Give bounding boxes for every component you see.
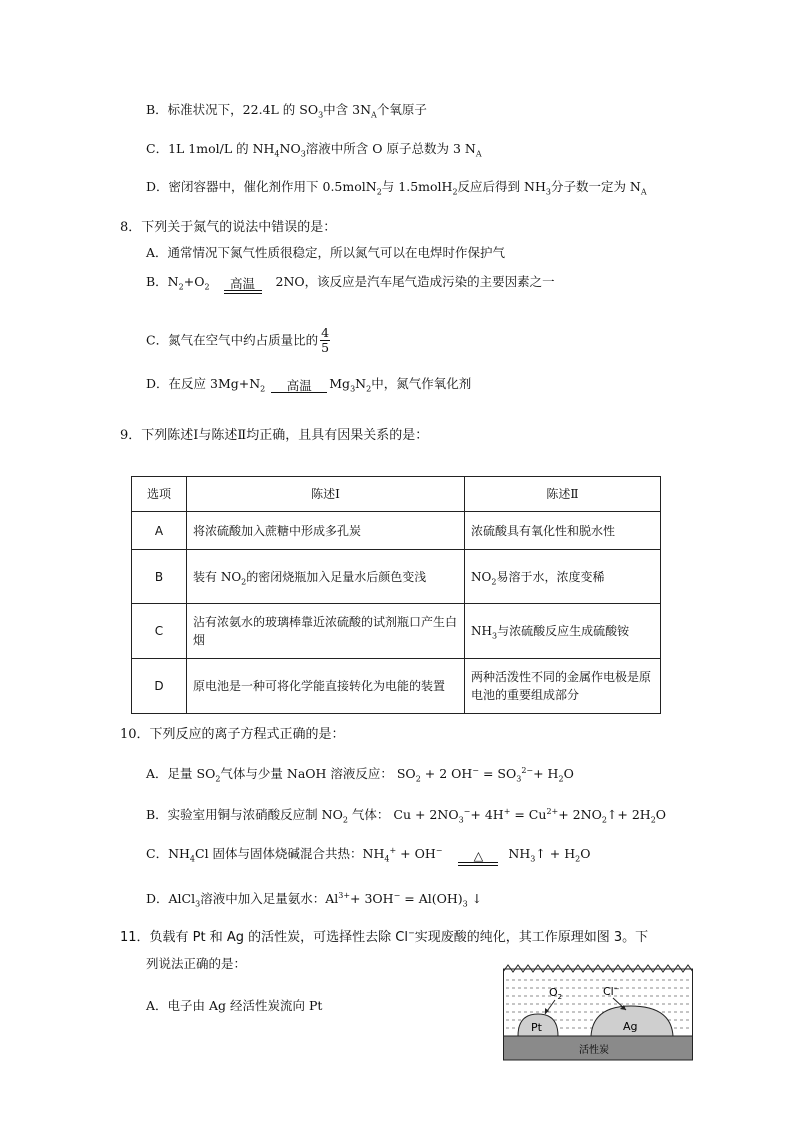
statement-1: 将浓硫酸加入蔗糖中形成多孔炭 xyxy=(187,512,465,550)
sub: 4 xyxy=(189,854,195,864)
table-row xyxy=(132,550,661,604)
sub: 3 xyxy=(516,774,522,784)
sub: 2 xyxy=(215,774,221,784)
sub: 3 xyxy=(318,110,324,120)
cl-label: Cl− xyxy=(603,985,620,998)
q10-stem: 10．下列反应的离子方程式正确的是： xyxy=(120,727,345,742)
q7-option-d xyxy=(146,179,647,195)
q11-option-a: A．电子由 Ag 经活性炭流向 Pt xyxy=(146,998,323,1013)
text: ↑ + H xyxy=(535,846,576,861)
o2-label: $O_2$ xyxy=(549,986,563,1001)
carbon-label: 活性炭 xyxy=(579,1045,609,1056)
q11-stem-line-1 xyxy=(120,930,648,946)
header-statement-1: 陈述Ⅰ xyxy=(187,477,465,512)
option-label: B xyxy=(132,550,187,604)
sub: 2 xyxy=(204,282,210,292)
sub: 2 xyxy=(491,576,497,586)
sup: − xyxy=(393,890,401,900)
text: +O xyxy=(183,274,205,289)
statement-table xyxy=(131,476,661,714)
sub: 2 xyxy=(342,815,348,825)
q10-option-d xyxy=(146,891,482,907)
pt-label: Pt xyxy=(531,1021,542,1034)
sub: 2 xyxy=(650,815,656,825)
sub: 3 xyxy=(350,384,356,394)
sub: A xyxy=(475,149,482,159)
sub: 3 xyxy=(530,854,536,864)
condition-text: 高温 xyxy=(230,276,256,291)
sub: 3 xyxy=(462,899,468,909)
condition-text: 高温 xyxy=(286,378,312,393)
option-label: A xyxy=(132,512,187,550)
text: + 3OH xyxy=(350,891,394,906)
table-row xyxy=(132,604,661,659)
table-row xyxy=(132,512,661,550)
option-label: C xyxy=(132,604,187,659)
denominator: 5 xyxy=(321,340,330,355)
text: 中，氮气作氧化剂 xyxy=(371,376,472,391)
statement-1: 沾有浓氨水的玻璃棒靠近浓硫酸的试剂瓶口产生白烟 xyxy=(187,604,465,659)
reaction-condition xyxy=(271,379,327,394)
figure-3-activated-carbon xyxy=(503,962,693,1061)
text: = Al(OH) xyxy=(400,891,463,906)
sub: 2 xyxy=(241,576,247,586)
q7-option-c xyxy=(146,141,482,157)
text: B．实验室用铜与浓硝酸反应制 NO xyxy=(146,807,343,822)
sup: + xyxy=(389,845,397,855)
text: N xyxy=(355,376,367,391)
sup: − xyxy=(472,765,479,775)
text: A．足量 SO xyxy=(146,766,216,781)
text: 易溶于水，浓度变稀 xyxy=(496,569,605,584)
text: = Cu xyxy=(510,807,547,822)
sup: 3+ xyxy=(338,890,351,900)
text: Cl 固体与固体烧碱混合共热：NH xyxy=(195,846,385,861)
text: 的密闭烧瓶加入足量水后颜色变浅 xyxy=(246,569,427,584)
sub: 3 xyxy=(300,149,306,159)
text: + 4H xyxy=(470,807,504,822)
text: + 2NO xyxy=(558,807,602,822)
q8-option-a: A．通常情况下氮气性质很稳定，所以氮气可以在电焊时作保护气 xyxy=(146,245,506,260)
numerator: 4 xyxy=(321,325,330,340)
text: 中含 3N xyxy=(323,102,372,117)
text: NO xyxy=(471,569,492,584)
sub: 2 xyxy=(178,282,184,292)
sub: A xyxy=(640,187,647,197)
sub: 2 xyxy=(558,774,564,784)
sub: 3 xyxy=(491,631,498,641)
text: NO xyxy=(279,141,301,156)
text: C．NH xyxy=(146,846,190,861)
text: D．密闭容器中，催化剂作用下 0.5molN xyxy=(146,179,377,194)
sub: 2 xyxy=(260,384,266,394)
text: ↑+ 2H xyxy=(606,807,651,822)
q7-option-b xyxy=(146,102,427,118)
table-row xyxy=(132,659,661,714)
heating-condition xyxy=(458,849,498,866)
text: + OH xyxy=(396,846,436,861)
text: + H xyxy=(533,766,559,781)
q10-option-c xyxy=(146,846,590,866)
header-option: 选项 xyxy=(132,477,187,512)
q8-option-c xyxy=(146,326,330,355)
text: O xyxy=(655,807,667,822)
q10-option-a xyxy=(146,766,574,782)
ag-label: Ag xyxy=(623,1020,638,1033)
text: 实现废酸的纯化，其工作原理如图 3。下 xyxy=(414,930,649,945)
text: 与浓硫酸反应生成硫酸铵 xyxy=(497,624,630,638)
sub: 2 xyxy=(415,774,421,784)
table-header-row xyxy=(132,477,661,512)
text: NH xyxy=(471,624,492,638)
text: 个氧原子 xyxy=(376,102,427,117)
q8-option-b xyxy=(146,274,555,294)
text: NH xyxy=(504,846,531,861)
text: B．N xyxy=(146,274,179,289)
text: O xyxy=(580,846,591,861)
sub: 2 xyxy=(452,187,458,197)
sub: 2 xyxy=(376,187,382,197)
text: 气体： Cu + 2NO xyxy=(347,807,459,822)
text: 装有 NO xyxy=(193,569,242,584)
text: + 2 OH xyxy=(420,766,473,781)
q10-option-b xyxy=(146,807,666,823)
text: C．氮气在空气中约占质量比的 xyxy=(146,332,319,348)
statement-2: 两种活泼性不同的金属作电极是原电池的重要组成部分 xyxy=(465,659,661,714)
sup: − xyxy=(463,806,471,816)
text: D．AlCl xyxy=(146,891,196,906)
sup: 2− xyxy=(521,765,534,775)
q8-stem: 8．下列关于氮气的说法中错误的是： xyxy=(120,220,337,235)
text: = SO xyxy=(478,766,517,781)
text: C．1L 1mol/L 的 NH xyxy=(146,141,275,156)
q8-option-d xyxy=(146,376,471,394)
sub: 3 xyxy=(458,815,464,825)
fraction xyxy=(320,326,330,355)
sub: 3 xyxy=(195,899,201,909)
sub: 2 xyxy=(601,815,607,825)
text: 分子数一定为 N xyxy=(550,179,641,194)
text: D．在反应 3Mg+N xyxy=(146,376,261,391)
text: O xyxy=(563,766,574,781)
condition-text: △ xyxy=(473,848,484,863)
text: 反应后得到 NH xyxy=(457,179,546,194)
text: 2NO，该反应是汽车尾气造成污染的主要因素之一 xyxy=(275,274,555,289)
header-statement-2: 陈述Ⅱ xyxy=(465,477,661,512)
text: ↓ xyxy=(467,891,483,906)
text: 气体与少量 NaOH 溶液反应： SO xyxy=(220,766,416,781)
sub: 2 xyxy=(366,384,372,394)
sub: A xyxy=(371,110,377,120)
reaction-condition xyxy=(224,277,262,294)
text: B．标准状况下，22.4L 的 SO xyxy=(146,102,319,117)
q9-stem: 9．下列陈述Ⅰ与陈述Ⅱ均正确，且具有因果关系的是： xyxy=(120,428,429,443)
statement-2: 浓硫酸具有氧化性和脱水性 xyxy=(465,512,661,550)
sup: − xyxy=(407,928,415,938)
statement-1 xyxy=(187,550,465,604)
text: 11．负载有 Pt 和 Ag 的活性炭，可选择性去除 Cl xyxy=(120,930,408,945)
q11-stem-line-2: 列说法正确的是： xyxy=(146,956,247,971)
sup: − xyxy=(435,845,443,855)
text: 溶液中加入足量氨水：Al xyxy=(200,891,339,906)
sub: 4 xyxy=(274,149,280,159)
sub: 3 xyxy=(545,187,551,197)
sup: + xyxy=(503,806,511,816)
sub: 2 xyxy=(575,854,581,864)
statement-1: 原电池是一种可将化学能直接转化为电能的装置 xyxy=(187,659,465,714)
text: 溶液中所含 O 原子总数为 3 N xyxy=(305,141,476,156)
statement-2 xyxy=(465,550,661,604)
sub: 4 xyxy=(384,854,390,864)
text: Mg xyxy=(329,376,351,391)
option-label: D xyxy=(132,659,187,714)
sup: 2+ xyxy=(546,806,559,816)
text: 与 1.5molH xyxy=(381,179,453,194)
statement-2 xyxy=(465,604,661,659)
